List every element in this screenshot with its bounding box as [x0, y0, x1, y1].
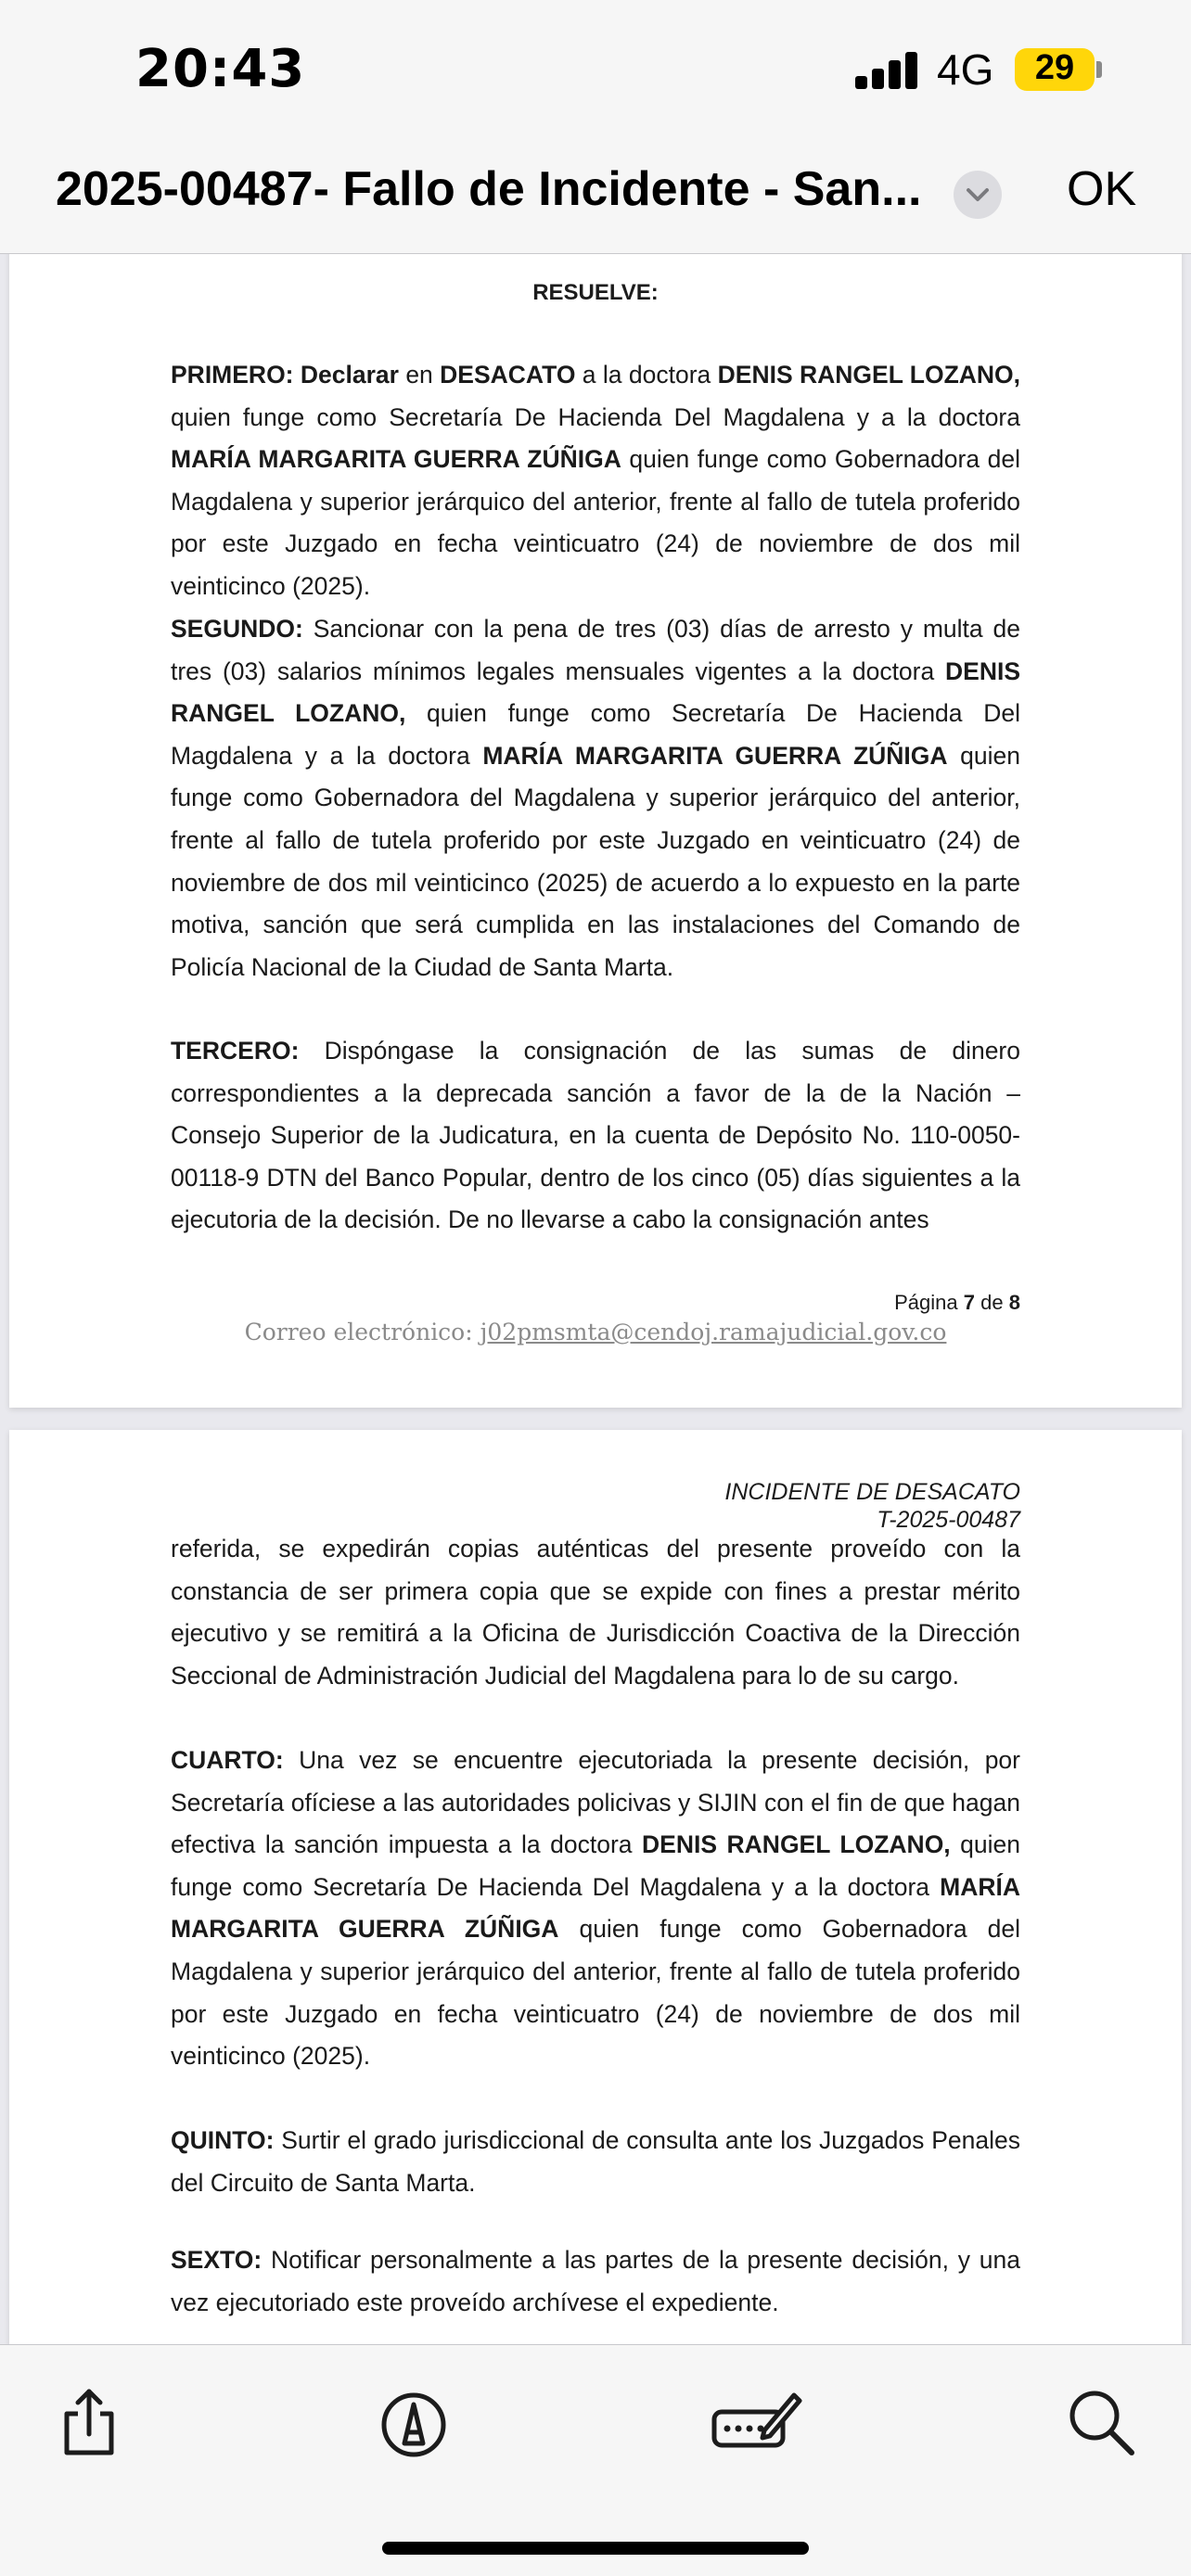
quinto-label: QUINTO:	[171, 2126, 275, 2154]
page-header	[724, 1478, 1020, 1534]
markup-icon	[377, 2386, 451, 2460]
paragraph-segundo	[171, 608, 1020, 988]
email-link[interactable]: j02pmsmta@cendoj.ramajudicial.gov.co	[480, 1319, 947, 1345]
paragraph-sexto	[171, 2239, 1020, 2324]
document-title[interactable]: 2025-00487- Fallo de Incidente - San...	[56, 162, 922, 216]
cellular-signal-icon	[855, 52, 920, 89]
text-run: quien funge como Gobernadora del Magdalena y superior jerárquico del anterior, frente al fallo de tutela proferido por este Juzgado en fecha veinticuatro (24) de noviembre de dos mil veinticinco (2025).	[171, 445, 1020, 600]
home-indicator[interactable]	[382, 2542, 809, 2555]
share-icon	[52, 2386, 126, 2460]
primero-label: PRIMERO: Declarar	[171, 361, 399, 389]
sexto-label: SEXTO:	[171, 2246, 263, 2274]
search-icon	[1065, 2386, 1139, 2460]
text-run: quien funge como Gobernadora del Magdalena y superior jerárquico del anterior, frente al fallo de tutela proferido por este Juzgado en fecha veinticuatro (24) de noviembre de dos mil veinticinco (2025).	[171, 1915, 1020, 2071]
done-button[interactable]: OK	[1067, 162, 1137, 216]
text-run: Sancionar con la pena de tres (03) días de arresto y multa de tres (03) salarios mínimos legales mensuales vigentes a la doctora	[171, 615, 1020, 685]
text-run: quien funge como Secretaría De Hacienda Del Magdalena y a la doctora	[171, 699, 1020, 770]
person-name: MARÍA MARGARITA GUERRA ZÚÑIGA	[482, 741, 948, 770]
text-run: quien funge como Secretaría De Hacienda Del Magdalena y a la doctora	[171, 402, 1020, 431]
page-current: 7	[963, 1291, 976, 1314]
paragraph-quinto	[171, 2120, 1020, 2204]
battery-icon	[1015, 48, 1095, 91]
person-name: MARÍA MARGARITA GUERRA ZÚÑIGA	[171, 1872, 1020, 1944]
person-name: DENIS RANGEL LOZANO,	[717, 361, 1021, 389]
text-run: quien funge como Secretaría De Hacienda Del Magdalena y a la doctora	[171, 1830, 1021, 1901]
markup-button[interactable]	[377, 2386, 451, 2460]
navigation-bar	[0, 139, 1191, 254]
text-run: Notificar personalmente a las partes de la presente decisión, y una vez ejecutoriado este proveído archívese el expediente.	[171, 2246, 1020, 2316]
page-total: 8	[1008, 1291, 1020, 1314]
paragraph-continuation: referida, se expedirán copias auténticas del presente proveído con la constancia de ser primera copia que se expide con fines a prestar mérito ejecutivo y se remitirá a la Oficina de Jurisdicción Coactiva de la Dirección Seccional de Administración Judicial del Magdalena para lo de su cargo.	[171, 1535, 1020, 1690]
text-run: Dispóngase la consignación de las sumas de dinero correspondientes a la deprecada sanción a favor de la de la Nación – Consejo Superior de la Judicatura, en la cuenta de Depósito No. 110-0050-00118-9 DTN del Banco Popular, dentro de los cinco (05) días siguientes a la ejecutoria de la decisión. De no llevarse a cabo la consignación antes	[171, 1037, 1020, 1234]
paragraph-tercero	[171, 1030, 1020, 1242]
battery-percent: 29	[1034, 48, 1075, 87]
desacato-term: DESACATO	[440, 361, 576, 389]
document-page-7	[9, 254, 1182, 1408]
text-run: Surtir el grado jurisdiccional de consulta ante los Juzgados Penales del Circuito de Santa Marta.	[171, 2126, 1020, 2197]
search-button[interactable]	[1065, 2386, 1139, 2460]
chevron-down-icon	[965, 184, 991, 206]
share-button[interactable]	[52, 2386, 126, 2460]
signature-button[interactable]	[711, 2386, 803, 2460]
document-page-8	[9, 1430, 1182, 2344]
person-name: DENIS RANGEL LOZANO,	[642, 1830, 951, 1859]
signature-icon	[711, 2386, 803, 2460]
title-menu-button[interactable]	[954, 171, 1002, 219]
tercero-label: TERCERO:	[171, 1037, 300, 1065]
status-bar	[0, 0, 1191, 139]
email-label: Correo electrónico:	[244, 1319, 473, 1345]
bottom-toolbar	[0, 2344, 1191, 2576]
cuarto-label: CUARTO:	[171, 1746, 284, 1774]
text-run: Una vez se encuentre ejecutoriada la presente decisión, por Secretaría ofíciese a las autoridades policivas y SIJIN con el fin de que hagan efectiva la sanción impuesta a la doctora	[171, 1746, 1020, 1859]
email-footer	[9, 1319, 1182, 1345]
text-run: a la doctora	[575, 361, 718, 389]
battery-tip	[1096, 61, 1102, 78]
text-run: quien funge como Gobernadora del Magdalena y superior jerárquico del anterior, frente al fallo de tutela proferido por este Juzgado en veinticuatro (24) de noviembre de dos mil veinticinco (2025) de acuerdo a lo expuesto en la parte motiva, sanción que será cumplida en las instalaciones del Comando de Policía Nacional de la Ciudad de Santa Marta.	[171, 741, 1020, 981]
document-viewer[interactable]	[0, 254, 1191, 2344]
segundo-label: SEGUNDO:	[171, 615, 303, 643]
paragraph-primero	[171, 354, 1020, 608]
header-title: INCIDENTE DE DESACATO	[724, 1479, 1020, 1505]
person-name: DENIS RANGEL LOZANO,	[171, 657, 1020, 728]
text-run: en	[398, 361, 441, 389]
page-of: de	[980, 1291, 1004, 1314]
network-type: 4G	[937, 45, 994, 94]
section-heading: RESUELVE:	[532, 280, 659, 305]
page-number	[894, 1291, 1020, 1315]
paragraph-cuarto	[171, 1740, 1020, 2078]
person-name: MARÍA MARGARITA GUERRA ZÚÑIGA	[171, 445, 621, 474]
status-time: 20:43	[135, 39, 306, 99]
header-case-number: T-2025-00487	[877, 1507, 1020, 1533]
page-label: Página	[894, 1291, 958, 1314]
